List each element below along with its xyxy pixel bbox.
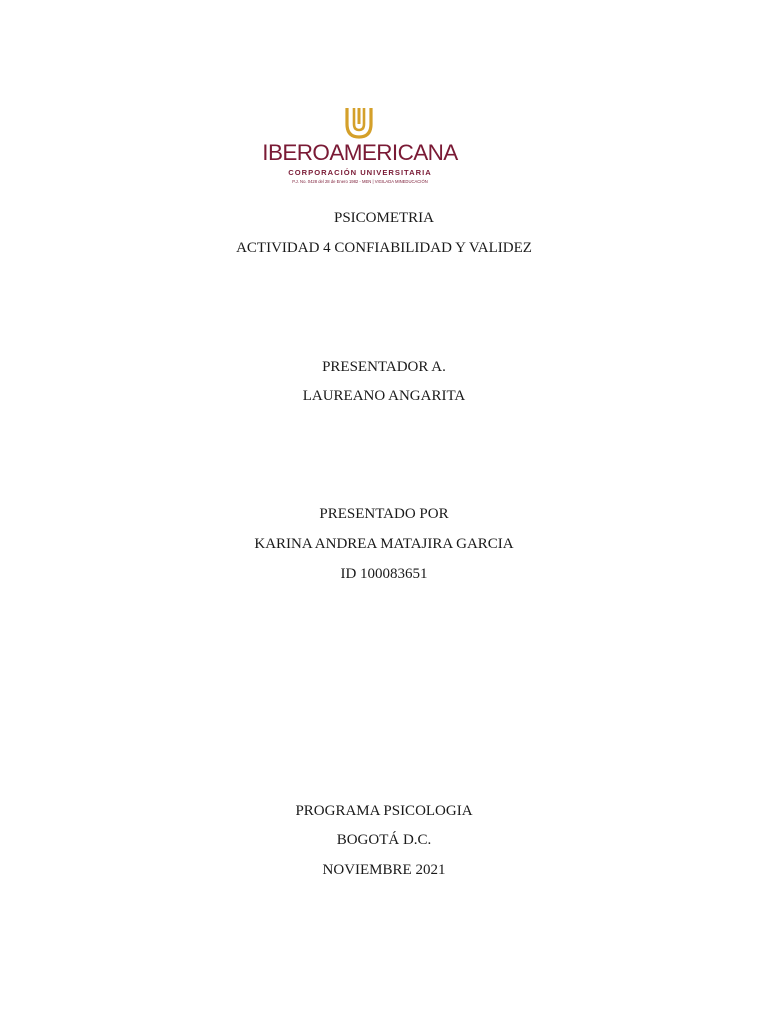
program-name: PROGRAMA PSICOLOGIA	[295, 803, 473, 819]
university-emblem-icon	[344, 106, 374, 140]
presented-to-name: LAUREANO ANGARITA	[302, 388, 466, 404]
logo-wordmark: IBEROAMERICANA	[262, 140, 458, 165]
course-title: PSICOMETRIA	[333, 210, 434, 226]
activity-title: ACTIVIDAD 4 CONFIABILIDAD Y VALIDEZ	[236, 240, 532, 256]
presented-by-name: KARINA ANDREA MATAJIRA GARCIA	[254, 536, 514, 552]
presented-by-label: PRESENTADO POR	[319, 506, 449, 522]
date: NOVIEMBRE 2021	[322, 862, 446, 878]
presented-to-label: PRESENTADOR A.	[322, 359, 446, 375]
logo-subtitle: CORPORACIÓN UNIVERSITARIA	[288, 168, 432, 177]
logo-legal-text: P.J. No. 0428 del 28 de Enero 1982 - MEN | VIGILADA MINEDUCACIÓN	[292, 179, 428, 184]
city: BOGOTÁ D.C.	[336, 832, 432, 848]
university-logo	[258, 106, 462, 188]
student-id: ID 100083651	[340, 566, 428, 582]
